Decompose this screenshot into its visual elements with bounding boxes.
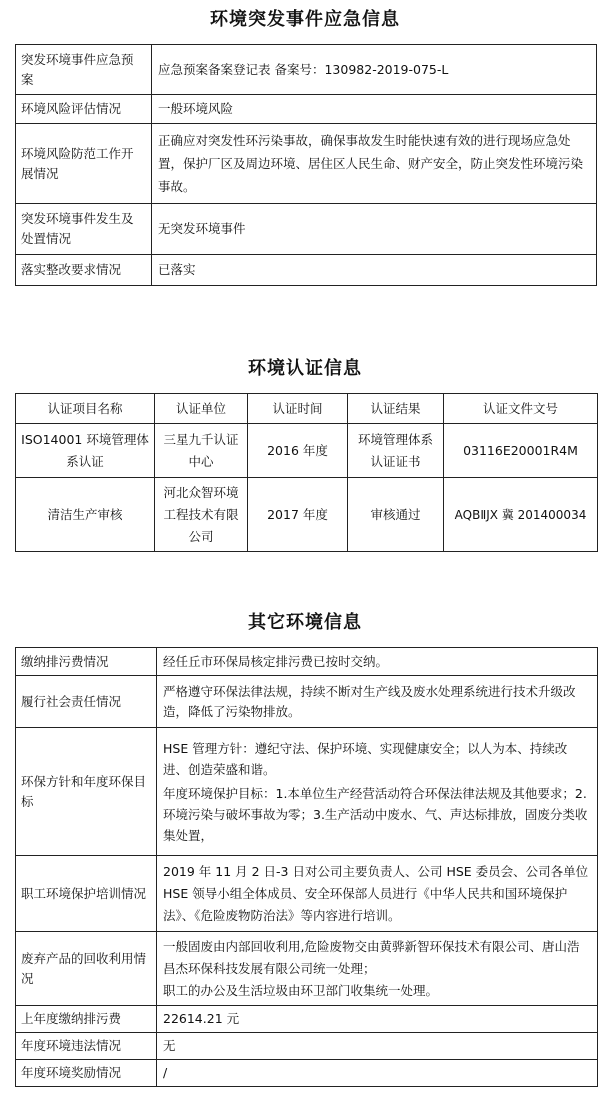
row-label: 职工环境保护培训情况: [16, 856, 157, 932]
row-value: /: [157, 1060, 598, 1087]
certification-table: [15, 393, 598, 552]
section-title-emergency: 环境突发事件应急信息: [210, 9, 400, 30]
hse-policy-text: HSE 管理方针：遵纪守法、保护环境、实现健康安全；以人为本、持续改进、创造荣盛和谐。: [163, 740, 568, 777]
row-label: 缴纳排污费情况: [16, 648, 157, 676]
row-value: 正确应对突发性环污染事故，确保事故发生时能快速有效的进行现场应急处置，保护厂区及周边环境、居住区人民生命、财产安全，防止突发性环境污染事故。: [152, 124, 597, 204]
table-row: [16, 204, 597, 255]
other-info-table: [15, 647, 598, 1087]
table-row: [16, 95, 597, 124]
table-cell: 2017 年度: [248, 478, 348, 552]
table-row: [16, 124, 597, 204]
row-value: 无突发环境事件: [152, 204, 597, 255]
column-header: 认证单位: [155, 394, 248, 424]
table-header-row: [16, 394, 598, 424]
table-row: [16, 728, 598, 856]
table-cell: 三星九千认证中心: [155, 424, 248, 478]
column-header: 认证文件文号: [444, 394, 598, 424]
annual-target-text: 年度环境保护目标：1.本单位生产经营活动符合环保法律法规及其他要求；2.环境污染与破坏事故为零；3.生产活动中废水、气、声达标排放，固废分类收集处置，: [163, 785, 588, 843]
row-label: 年度环境奖励情况: [16, 1060, 157, 1087]
column-header: 认证结果: [348, 394, 444, 424]
table-row: [16, 478, 598, 552]
row-value: 严格遵守环保法律法规，持续不断对生产线及废水处理系统进行技术升级改造，降低了污染物排放。: [157, 676, 598, 728]
table-row: [16, 856, 598, 932]
row-label: 突发环境事件应急预案: [16, 45, 152, 95]
section-title-certification: 环境认证信息: [248, 358, 362, 379]
table-cell: ISO14001 环境管理体系认证: [16, 424, 155, 478]
waste-disposal-text: 一般固废由内部回收利用,危险废物交由黄骅新智环保技术有限公司、唐山浩昌杰环保科技发展有限公司统一处理；: [163, 938, 580, 976]
emergency-info-table: [15, 44, 597, 286]
row-value: 2019 年 11 月 2 日-3 日对公司主要负责人、公司 HSE 委员会、公司各单位 HSE 领导小组全体成员、安全环保部人员进行《中华人民共和国环境保护法》、《危险废物防治法》等内容进行培训。: [157, 856, 598, 932]
table-cell: 审核通过: [348, 478, 444, 552]
table-cell: 2016 年度: [248, 424, 348, 478]
table-row: [16, 648, 598, 676]
row-value: [157, 932, 598, 1006]
row-label: 履行社会责任情况: [16, 676, 157, 728]
table-row: [16, 255, 597, 286]
row-label: 环保方针和年度环保目标: [16, 728, 157, 856]
column-header: 认证时间: [248, 394, 348, 424]
table-row: [16, 932, 598, 1006]
row-value: [157, 728, 598, 856]
row-value: 22614.21 元: [157, 1006, 598, 1033]
row-value: 一般环境风险: [152, 95, 597, 124]
table-row: [16, 1033, 598, 1060]
row-value: 应急预案备案登记表 备案号：130982-2019-075-L: [152, 45, 597, 95]
table-row: [16, 1006, 598, 1033]
column-header: 认证项目名称: [16, 394, 155, 424]
domestic-waste-text: 职工的办公及生活垃圾由环卫部门收集统一处理。: [163, 982, 439, 998]
table-cell: 河北众智环境工程技术有限公司: [155, 478, 248, 552]
table-cell: 环境管理体系认证证书: [348, 424, 444, 478]
table-row: [16, 45, 597, 95]
row-value: 经任丘市环保局核定排污费已按时交纳。: [157, 648, 598, 676]
row-label: 环境风险评估情况: [16, 95, 152, 124]
row-label: 环境风险防范工作开展情况: [16, 124, 152, 204]
row-label: 突发环境事件发生及处置情况: [16, 204, 152, 255]
table-row: [16, 676, 598, 728]
table-row: [16, 424, 598, 478]
table-cell: 清洁生产审核: [16, 478, 155, 552]
row-label: 废弃产品的回收利用情况: [16, 932, 157, 1006]
row-value: 无: [157, 1033, 598, 1060]
row-label: 上年度缴纳排污费: [16, 1006, 157, 1033]
section-title-other: 其它环境信息: [248, 612, 362, 633]
table-cell: 03116E20001R4M: [444, 424, 598, 478]
row-value: 已落实: [152, 255, 597, 286]
row-label: 落实整改要求情况: [16, 255, 152, 286]
row-label: 年度环境违法情况: [16, 1033, 157, 1060]
table-cell: AQBⅡJX 冀 201400034: [444, 478, 598, 552]
table-row: [16, 1060, 598, 1087]
